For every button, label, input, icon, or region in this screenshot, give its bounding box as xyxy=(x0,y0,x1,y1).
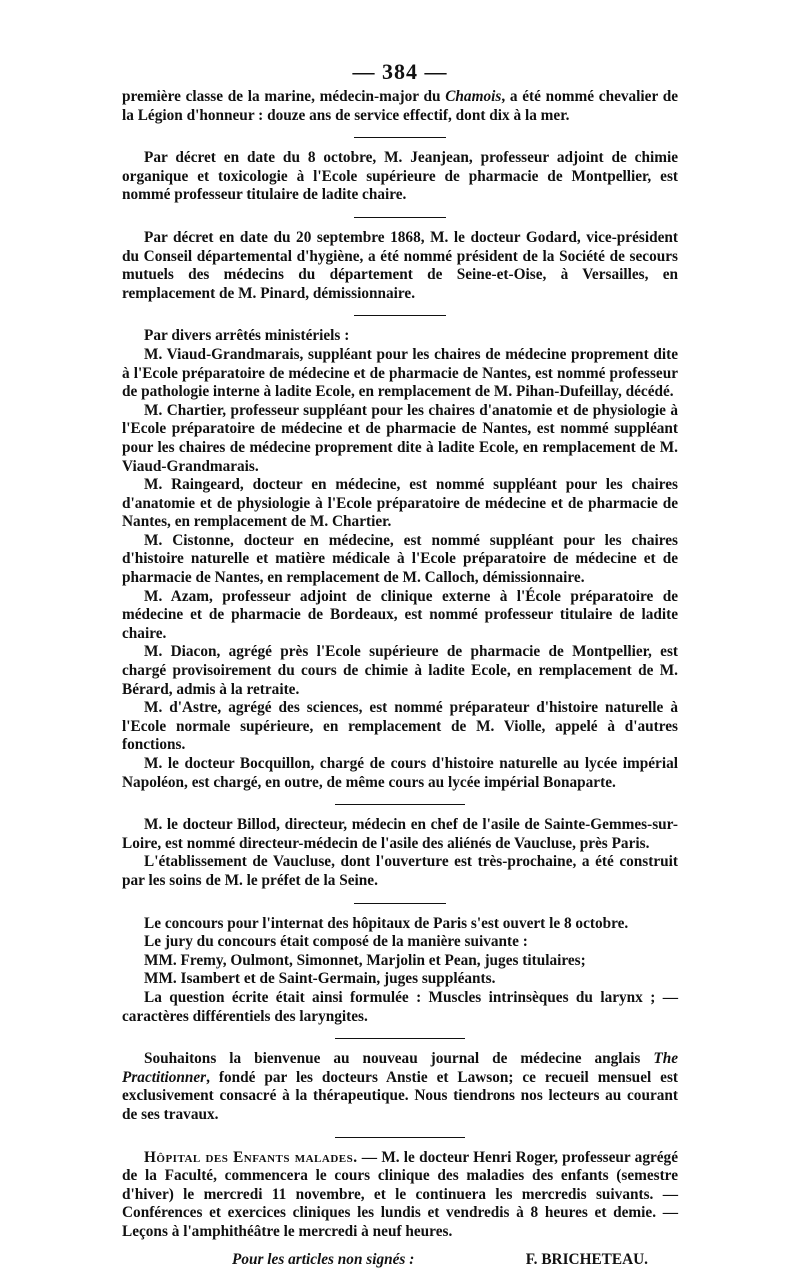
page-number: — 384 — xyxy=(352,59,448,84)
paragraph-cistonne: M. Cistonne, docteur en médecine, est nommé suppléant pour les chaires d'histoire naturelle et matière médicale à l'Ecole préparatoire de médecine et de pharmacie de Nantes, en remplacement de M. Calloch, démissionnaire. xyxy=(122,531,678,587)
paragraph-arretes: Par divers arrêtés ministériels : xyxy=(144,327,350,345)
ship-name: Chamois xyxy=(445,88,502,105)
paragraph-azam: M. Azam, professeur adjoint de clinique externe à l'École préparatoire de médecine et de pharmacie de Bordeaux, est nommé professeur titulaire de ladite chaire. xyxy=(122,587,678,642)
paragraph-legion-honneur xyxy=(122,88,678,125)
paragraph-text: Souhaitons la bienvenue au nouveau journal de médecine anglais xyxy=(144,1050,654,1068)
signature-label: Pour les articles non signés : xyxy=(232,1251,415,1269)
separator-rule xyxy=(335,1137,465,1138)
paragraph-raingeard: M. Raingeard, docteur en médecine, est nommé suppléant pour les chaires d'anatomie et de physiologie à l'Ecole préparatoire de médecine et de pharmacie de Nantes, en remplacement de M. Chartier. xyxy=(122,476,678,531)
paragraph-hopital-enfants xyxy=(122,1149,678,1242)
paragraph-text: , a été nommé chevalier de la Légion d'honneur : douze ans de service effectif, dont dix à la mer. xyxy=(122,88,678,124)
paragraph-juges-suppleants: MM. Isambert et de Saint-Germain, juges suppléants. xyxy=(144,970,496,988)
document-page xyxy=(122,58,678,1270)
paragraph-vaucluse: L'établissement de Vaucluse, dont l'ouverture est très-prochaine, a été construit par les soins de M. le préfet de la Seine. xyxy=(122,853,678,889)
paragraph-juges-titulaires: MM. Fremy, Oulmont, Simonnet, Marjolin et Pean, juges titulaires; xyxy=(144,951,586,969)
paragraph-astre: M. d'Astre, agrégé des sciences, est nommé préparateur d'histoire naturelle à l'Ecole normale supérieure, en remplacement de M. Violle, appelé à d'autres fonctions. xyxy=(122,699,678,754)
paragraph-viaud-grandmarais: M. Viaud-Grandmarais, suppléant pour les chaires de médecine proprement dite à l'Ecole préparatoire de médecine et de pharmacie de Nantes, est nommé professeur de pathologie interne à ladite Ecole, en remplacement de M. Pihan-Dufeillay, décédé. xyxy=(122,345,678,401)
separator-rule xyxy=(354,315,446,316)
paragraph-question: La question écrite était ainsi formulée : Muscles intrinsèques du larynx ; — caractères différentiels des laryngites. xyxy=(122,988,678,1025)
section-heading: Hôpital des Enfants malades. xyxy=(144,1148,358,1166)
paragraph-practitionner xyxy=(122,1050,678,1124)
paragraph-jeanjean: Par décret en date du 8 octobre, M. Jeanjean, professeur adjoint de chimie organique et toxicologie à l'Ecole supérieure de pharmacie de Montpellier, est nommé professeur titulaire de ladite chaire. xyxy=(122,149,678,204)
separator-rule xyxy=(354,903,446,904)
paragraph-text: , fondé par les docteurs Anstie et Lawson; ce recueil mensuel est exclusivement consacré à la thérapeutique. Nous tiendrons nos lecteurs au courant de ses travaux. xyxy=(122,1068,678,1123)
paragraph-concours: Le concours pour l'internat des hôpitaux de Paris s'est ouvert le 8 octobre. xyxy=(144,914,629,932)
signature-name: F. BRICHETEAU. xyxy=(525,1251,648,1269)
paragraph-godard: Par décret en date du 20 septembre 1868, M. le docteur Godard, vice-président du Conseil départemental d'hygiène, a été nommé président de la Société de secours mutuels des médecins du département de Seine-et-Oise, à Versailles, en remplacement de M. Pinard, démissionnaire. xyxy=(122,228,678,302)
separator-rule xyxy=(335,1038,465,1039)
journal-title: The Practitionner xyxy=(122,1050,678,1086)
paragraph-diacon: M. Diacon, agrégé près l'Ecole supérieure de pharmacie de Montpellier, est chargé provisoirement du cours de chimie à ladite Ecole, en remplacement de M. Bérard, admis à la retraite. xyxy=(122,643,678,698)
paragraph-bocquillon: M. le docteur Bocquillon, chargé de cours d'histoire naturelle au lycée impérial Napoléon, est chargé, en outre, de même cours au lycée impérial Bonaparte. xyxy=(122,755,678,791)
separator-rule xyxy=(354,217,446,218)
paragraph-billod: M. le docteur Billod, directeur, médecin en chef de l'asile de Sainte-Gemmes-sur-Loire, est nommé directeur-médecin de l'asile des aliénés de Vaucluse, près Paris. xyxy=(122,816,678,852)
separator-rule xyxy=(354,137,446,138)
paragraph-text: — M. le docteur Henri Roger, professeur agrégé de la Faculté, commencera le cours clinique des maladies des enfants (semestre d'hiver) le mercredi 11 novembre, et le continuera les mercredis suivants. — Conférences et exercices cliniques les lundis et vendredis à 8 heures et demie. — Leçons à l'amphithéâtre le mercredi à neuf heures. xyxy=(122,1148,678,1240)
paragraph-chartier: M. Chartier, professeur suppléant pour les chaires d'anatomie et de physiologie à l'Ecole préparatoire de médecine et de pharmacie de Nantes, est nommé suppléant pour les chaires de médecine proprement dite à ladite Ecole, en remplacement de M. Viaud-Grandmarais. xyxy=(122,401,678,475)
separator-rule xyxy=(335,804,465,805)
paragraph-jury: Le jury du concours était composé de la manière suivante : xyxy=(144,933,528,951)
signature-line xyxy=(122,1251,678,1270)
paragraph-text: première classe de la marine, médecin-major du xyxy=(122,88,446,105)
